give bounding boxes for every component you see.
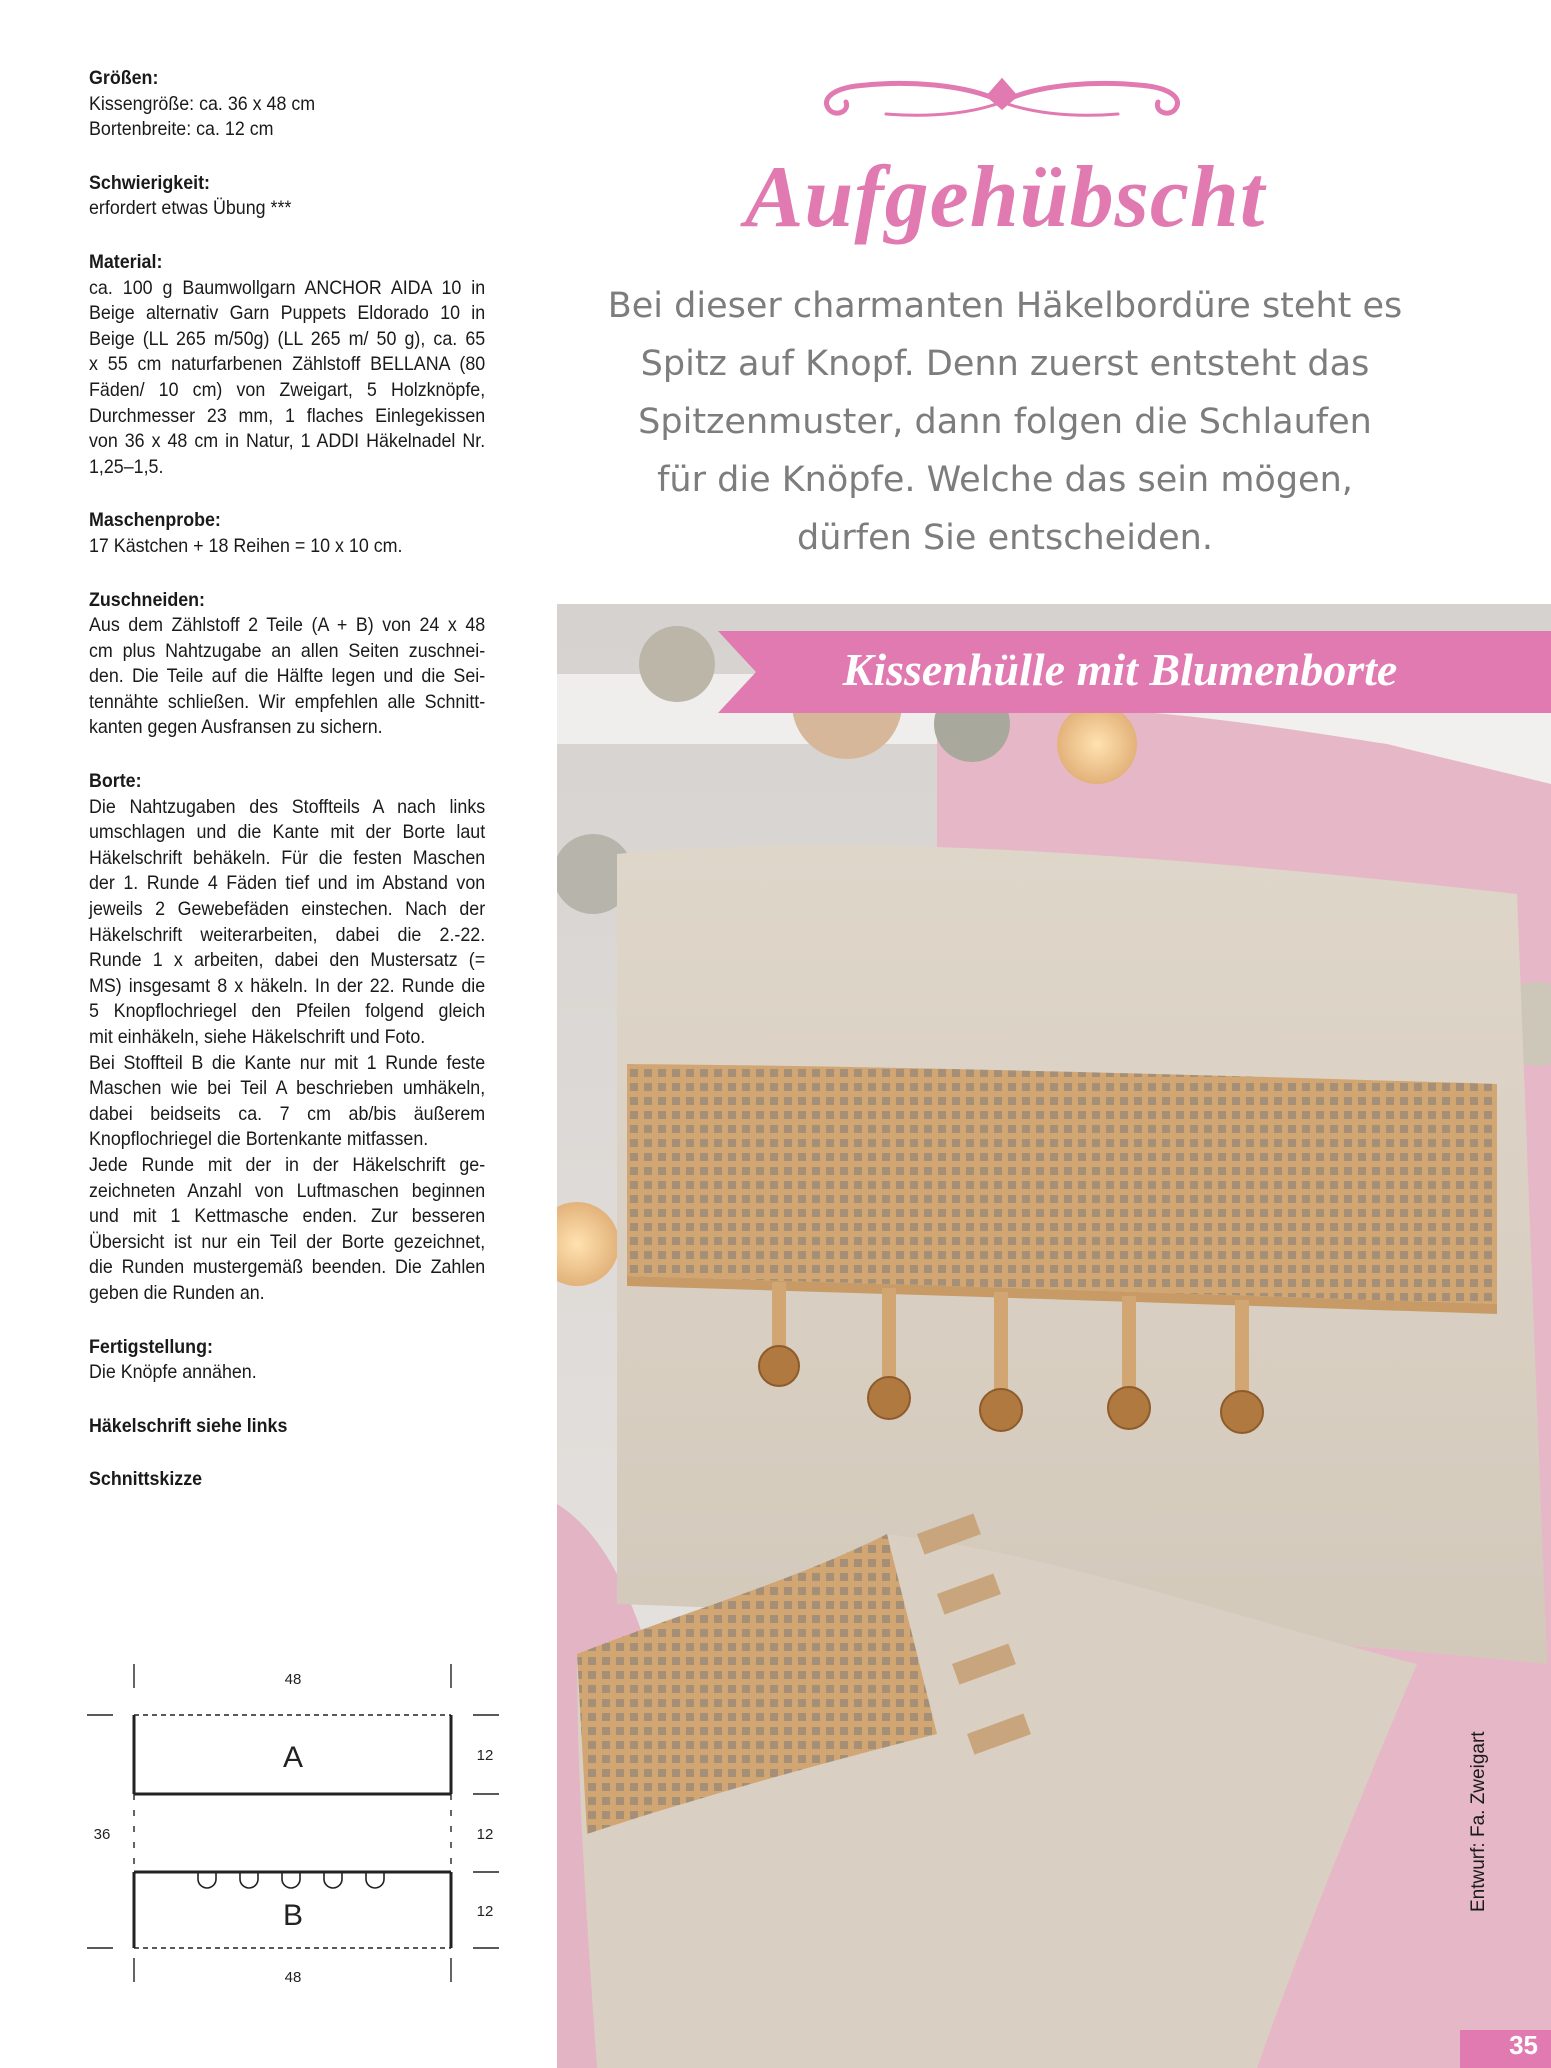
sketch-top-width: 48	[284, 1671, 302, 1688]
sizes-heading: Größen:	[89, 68, 159, 89]
material-line: von 36 x 48 cm in Natur, 1 ADDI Häkelnadel Nr.	[89, 431, 486, 453]
pillow-photo-illustration	[557, 604, 1551, 2068]
intro-text	[560, 277, 1450, 567]
material-line: Beige alternativ Garn Puppets Eldorado 10 in	[89, 303, 486, 325]
section-material	[89, 250, 485, 480]
page-number: 35	[1509, 2030, 1538, 2060]
border-line: Bei Stoffteil B die Kante nur mit 1 Runde feste	[89, 1052, 486, 1074]
sketch-heading: Schnittskizze	[89, 1469, 203, 1491]
sketch-label-a: A	[282, 1741, 304, 1774]
border-line: Häkelschrift behäkeln. Für die festen Maschen	[89, 847, 486, 869]
pillow-photo	[557, 604, 1551, 2068]
gauge-line: 17 Kästchen + 18 Reihen = 10 x 10 cm.	[89, 535, 403, 557]
intro-line: Spitzenmuster, dann folgen die Schlaufen	[638, 402, 1372, 442]
cutting-line: kanten gegen Ausfransen zu sichern.	[89, 717, 383, 739]
difficulty-line: erfordert etwas Übung ***	[89, 198, 292, 220]
material-line: Fäden/ 10 cm) von Zweigart, 5 Holzknöpfe,	[89, 379, 486, 401]
border-line: zeichneten Anzahl von Luftmaschen beginnen	[89, 1180, 486, 1202]
border-line: Übersicht ist nur ein Teil der Borte gezeichnet,	[89, 1231, 486, 1253]
intro-line: Spitz auf Knopf. Denn zuerst entsteht das	[640, 344, 1370, 384]
border-line: Die Nahtzugaben des Stoffteils A nach links	[89, 796, 486, 818]
chart-note: Häkelschrift siehe links	[89, 1415, 288, 1437]
difficulty-heading: Schwierigkeit:	[89, 172, 210, 194]
page-title: Aufgehübscht	[744, 149, 1266, 246]
border-line: Jede Runde mit der in der Häkelschrift ge-	[89, 1154, 486, 1176]
material-line: ca. 100 g Baumwollgarn ANCHOR AIDA 10 in	[89, 277, 486, 299]
material-line: x 55 cm naturfarbenen Zählstoff BELLANA (80	[89, 354, 486, 376]
intro-line: für die Knöpfe. Welche das sein mögen,	[657, 460, 1353, 500]
ribbon-label: Kissenhülle mit Blumenborte	[842, 644, 1398, 695]
cutting-sketch-drawing	[85, 1660, 515, 1990]
section-finishing	[89, 1335, 485, 1386]
border-line: umschlagen und die Kante mit der Borte laut	[89, 822, 486, 844]
sketch-label-b: B	[282, 1899, 304, 1932]
border-line: geben die Runden an.	[89, 1282, 265, 1304]
title-ornament	[816, 66, 1188, 136]
border-line: MS) insgesamt 8 x häkeln. In der 22. Runde die	[89, 975, 486, 997]
section-sizes	[89, 66, 485, 143]
sketch-middle-height: 12	[476, 1826, 494, 1843]
finishing-heading: Fertigstellung:	[89, 1336, 213, 1358]
border-line: jeweils 2 Gewebefäden einstechen. Nach der	[89, 899, 486, 921]
sketch-a-height: 12	[476, 1747, 494, 1764]
section-gauge	[89, 508, 485, 559]
sketch-bottom-width: 48	[284, 1969, 302, 1986]
photo-credit: Entwurf: Fa. Zweigart	[1468, 1731, 1489, 1912]
cutting-line: den. Die Teile auf die Hälfte legen und die Sei-	[89, 666, 486, 688]
material-line: 1,25–1,5.	[89, 456, 164, 478]
material-line: Beige (LL 265 m/50g) (LL 265 m/ 50 g), ca. 65	[89, 328, 486, 350]
section-border	[89, 769, 485, 1306]
section-cutting	[89, 588, 485, 742]
border-line: die Runden mustergemäß beenden. Die Zahlen	[89, 1257, 486, 1279]
material-line: Durchmesser 23 mm, 1 flaches Einlegekissen	[89, 405, 486, 427]
cutting-line: Aus dem Zählstoff 2 Teile (A + B) von 24 x 48	[89, 615, 486, 637]
border-heading: Borte:	[89, 771, 142, 793]
sizes-line: Kissengröße: ca. 36 x 48 cm	[89, 93, 316, 115]
border-line: 5 Knopflochriegel den Pfeilen folgend gleich	[89, 1001, 486, 1023]
sketch-b-height: 12	[476, 1903, 494, 1920]
section-chart-note	[89, 1414, 485, 1440]
section-sketch-heading	[89, 1467, 485, 1493]
instructions-column	[89, 66, 485, 1521]
finishing-line: Die Knöpfe annähen.	[89, 1362, 257, 1384]
border-line: Häkelschrift weiterarbeiten, dabei die 2.-22.	[89, 924, 486, 946]
section-difficulty	[89, 171, 485, 222]
border-line: und mit 1 Kettmasche enden. Zur besseren	[89, 1206, 486, 1228]
sizes-line: Bortenbreite: ca. 12 cm	[89, 119, 274, 141]
border-line: Maschen wie bei Teil A beschrieben umhäkeln,	[89, 1078, 486, 1100]
intro-line: Bei dieser charmanten Häkelbordüre steht es	[607, 286, 1403, 326]
border-line: dabei beidseits ca. 7 cm ab/bis äußerem	[89, 1103, 486, 1125]
gauge-heading: Maschenprobe:	[89, 510, 221, 532]
cutting-heading: Zuschneiden:	[89, 589, 206, 611]
intro-line: dürfen Sie entscheiden.	[797, 518, 1213, 558]
border-line: Runde 1 x arbeiten, dabei den Mustersatz (=	[89, 950, 486, 972]
material-heading: Material:	[89, 251, 163, 273]
cutting-sketch	[85, 1660, 515, 1990]
cutting-line: tennähte schließen. Wir empfehlen alle Schnitt-	[89, 691, 486, 713]
flourish-icon	[816, 66, 1188, 136]
sketch-total-height: 36	[93, 1826, 111, 1843]
cutting-line: cm plus Nahtzugabe an allen Seiten zuschnei-	[89, 640, 486, 662]
border-line: Knopflochriegel die Bortenkante mitfassen.	[89, 1129, 429, 1151]
border-line: der 1. Runde 4 Fäden tief und im Abstand von	[89, 873, 486, 895]
border-line: mit einhäkeln, siehe Häkelschrift und Foto.	[89, 1027, 426, 1048]
